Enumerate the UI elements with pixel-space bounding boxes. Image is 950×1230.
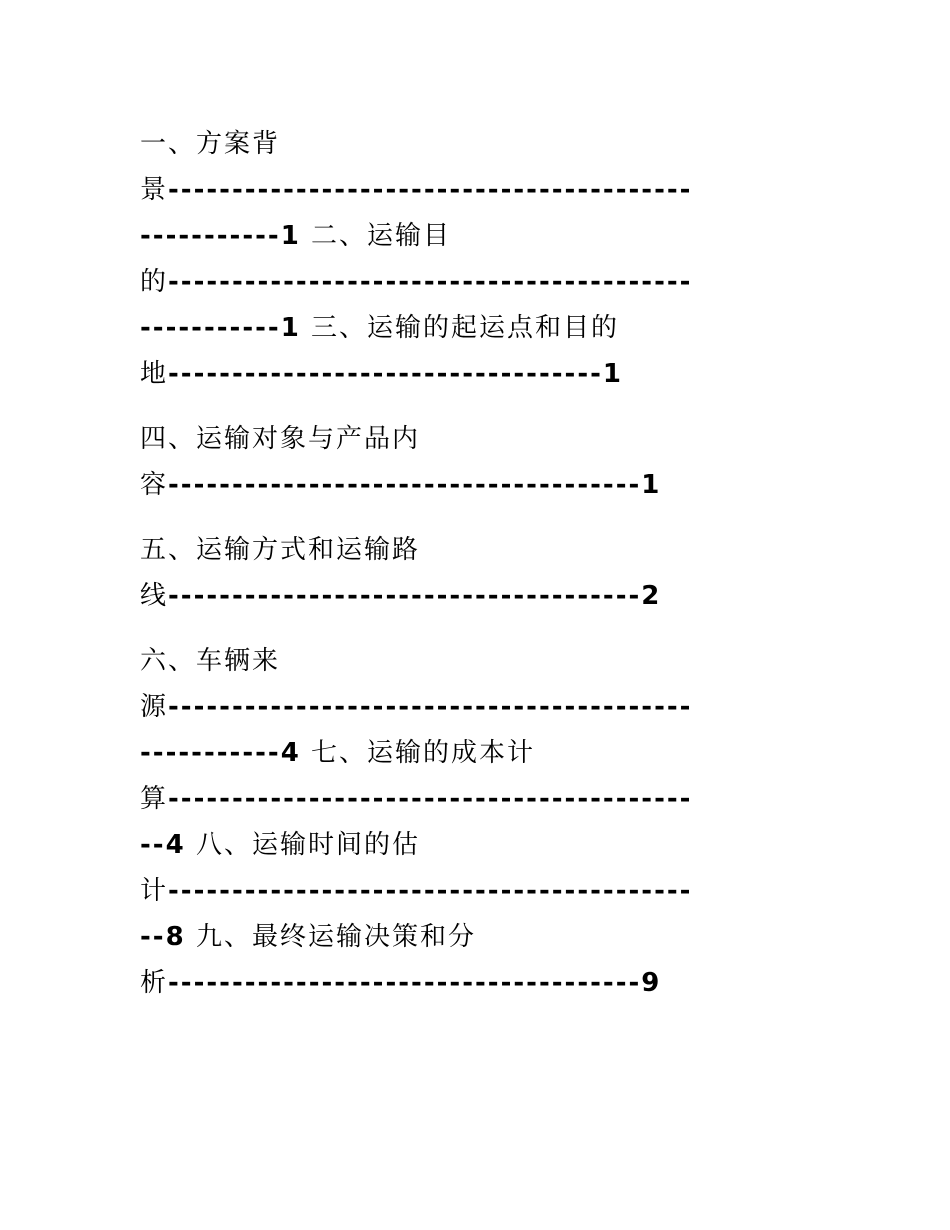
toc-line [140, 527, 800, 573]
toc-line [140, 416, 800, 462]
toc-line [140, 259, 800, 305]
toc-text: 的 [140, 267, 169, 297]
toc-leader: -------------------------------------2 [168, 581, 662, 611]
toc-text: 五、运输方式和运输路 [140, 535, 421, 565]
toc-line [140, 305, 800, 351]
toc-leader: --4 [140, 830, 186, 860]
toc-leader: -----------1 [140, 221, 301, 251]
toc-text: 线 [140, 581, 169, 611]
toc-line [140, 684, 800, 730]
toc-text: 二、运输目 [300, 221, 452, 251]
toc-leader: ----------------------------------------- [168, 175, 693, 205]
toc-leader: -----------1 [140, 313, 301, 343]
toc-leader: --8 [140, 922, 186, 952]
toc-line [140, 213, 800, 259]
toc-line [140, 914, 800, 960]
toc-line [140, 462, 800, 508]
toc-line [140, 960, 800, 1006]
toc-leader: ----------------------------------------- [168, 692, 693, 722]
toc-text: 六、车辆来 [140, 646, 281, 676]
toc-text: 九、最终运输决策和分 [185, 922, 476, 952]
toc-line [140, 121, 800, 167]
toc-line [140, 822, 800, 868]
toc-line [140, 167, 800, 213]
toc-leader: ----------------------------------------- [168, 784, 693, 814]
toc-line [140, 351, 800, 397]
toc-text: 一、方案背 [140, 129, 281, 159]
toc-text: 三、运输的起运点和目的 [300, 313, 620, 343]
toc-text: 容 [140, 470, 169, 500]
toc-leader: ----------------------------------------- [168, 267, 693, 297]
toc-leader: -----------4 [140, 738, 301, 768]
toc-leader: -------------------------------------9 [168, 968, 662, 998]
toc-text: 析 [140, 968, 169, 998]
toc-line [140, 638, 800, 684]
toc-leader: ----------------------------------------- [168, 876, 693, 906]
toc-text: 算 [140, 784, 169, 814]
toc-text: 地 [140, 359, 169, 389]
toc-leader: -------------------------------------1 [168, 470, 662, 500]
toc-text: 四、运输对象与产品内 [140, 424, 421, 454]
toc-text: 七、运输的成本计 [300, 738, 536, 768]
toc-leader: ----------------------------------1 [168, 359, 624, 389]
table-of-contents [140, 121, 800, 1006]
toc-text: 计 [140, 876, 169, 906]
toc-line [140, 776, 800, 822]
toc-text: 八、运输时间的估 [185, 830, 420, 860]
toc-text: 源 [140, 692, 169, 722]
toc-line [140, 730, 800, 776]
toc-text: 景 [140, 175, 169, 205]
toc-line [140, 868, 800, 914]
toc-line [140, 573, 800, 619]
